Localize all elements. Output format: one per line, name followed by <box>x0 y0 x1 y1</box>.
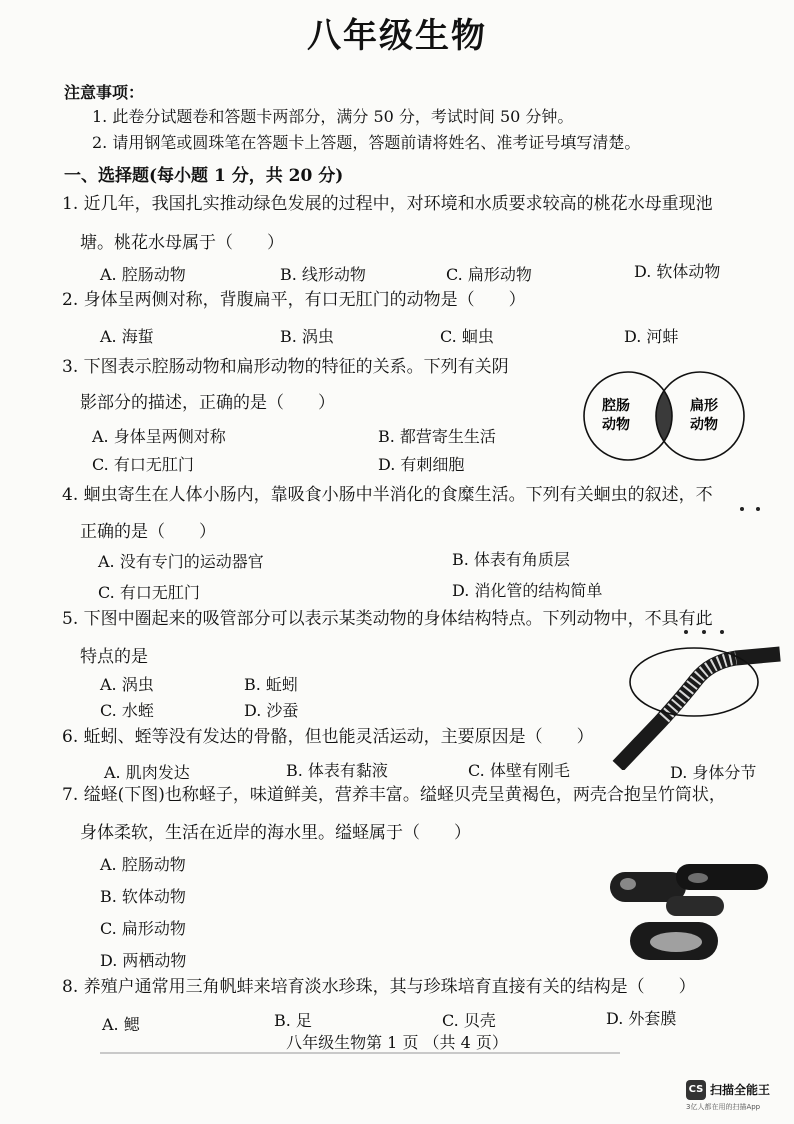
question-3-option-d: D. 有刺细胞 <box>378 455 465 474</box>
question-5-option-b: B. 蚯蚓 <box>244 675 298 694</box>
venn-diagram <box>566 368 762 464</box>
question-4-option-b: B. 体表有角质层 <box>452 550 570 569</box>
emphasis-dot <box>720 630 724 634</box>
notice-heading: 注意事项： <box>64 83 145 102</box>
question-6-option-a: A. 肌肉发达 <box>104 763 190 782</box>
scanner-watermark <box>686 1080 786 1112</box>
question-1-stem: 1. 近几年，我国扎实推动绿色发展的过程中，对环境和水质要求较高的桃花水母重现池 <box>62 194 713 214</box>
razor-clam-figure <box>606 858 774 970</box>
emphasis-dot <box>684 630 688 634</box>
question-4-stem: 4. 蛔虫寄生在人体小肠内，靠吸食小肠中半消化的食糜生活。下列有关蛔虫的叙述，不 <box>62 485 713 505</box>
venn-left-label-2: 动物 <box>602 417 630 433</box>
question-3-option-b: B. 都营寄生生活 <box>378 427 496 446</box>
question-3-option-a: A. 身体呈两侧对称 <box>92 427 226 446</box>
question-5-stem-cont: 特点的是 <box>80 647 148 667</box>
question-7-stem: 7. 缢蛏(下图)也称蛏子，味道鲜美，营养丰富。缢蛏贝壳呈黄褐色，两壳合抱呈竹筒状， <box>62 785 726 805</box>
question-8-stem: 8. 养殖户通常用三角帆蚌来培育淡水珍珠，其与珍珠培育直接有关的结构是（ ） <box>62 977 696 997</box>
razor-clam-highlight <box>688 873 708 883</box>
question-7-option-c: C. 扁形动物 <box>100 919 186 938</box>
razor-clam-shell <box>666 896 724 916</box>
question-1-option-d: D. 软体动物 <box>634 262 721 281</box>
question-2-option-b: B. 涡虫 <box>280 327 334 346</box>
question-3-stem-cont: 影部分的描述，正确的是（ ） <box>80 393 335 413</box>
question-5-stem: 5. 下图中圈起来的吸管部分可以表示某类动物的身体结构特点。下列动物中，不具有此 <box>62 609 713 629</box>
question-1-option-a: A. 腔肠动物 <box>100 265 186 284</box>
question-5-option-c: C. 水蛭 <box>100 701 154 720</box>
question-7-option-b: B. 软体动物 <box>100 887 186 906</box>
question-4-option-a: A. 没有专门的运动器官 <box>98 552 264 571</box>
question-7-option-a: A. 腔肠动物 <box>100 855 186 874</box>
question-3-stem: 3. 下图表示腔肠动物和扁形动物的特征的关系。下列有关阴 <box>62 357 509 377</box>
section-heading: 一、选择题(每小题 1 分，共 20 分) <box>64 166 344 186</box>
emphasis-dot <box>702 630 706 634</box>
question-3-option-c: C. 有口无肛门 <box>92 455 194 474</box>
razor-clam-highlight <box>650 932 702 952</box>
question-1-option-c: C. 扁形动物 <box>446 265 532 284</box>
question-8-option-c: C. 贝壳 <box>442 1011 496 1030</box>
question-7-stem-cont: 身体柔软，生活在近岸的海水里。缢蛏属于（ ） <box>80 823 471 843</box>
question-5-option-d: D. 沙蚕 <box>244 701 299 720</box>
question-8-option-a: A. 鳃 <box>102 1015 140 1034</box>
question-2-option-c: C. 蛔虫 <box>440 327 494 346</box>
emphasis-dot <box>756 507 760 511</box>
razor-clam-highlight <box>620 878 636 890</box>
scanner-app-name: 扫描全能王 <box>710 1083 771 1097</box>
question-6-option-d: D. 身体分节 <box>670 763 757 782</box>
question-6-stem: 6. 蚯蚓、蛭等没有发达的骨骼，但也能灵活运动，主要原因是（ ） <box>62 727 594 747</box>
question-5-option-a: A. 涡虫 <box>100 675 154 694</box>
question-8-option-d: D. 外套膜 <box>606 1009 677 1028</box>
scanner-logo-icon: CS <box>686 1080 706 1100</box>
straw-body <box>618 654 780 766</box>
question-8-option-b: B. 足 <box>274 1011 312 1030</box>
footer-divider <box>100 1052 620 1054</box>
bendy-straw-figure <box>612 640 782 770</box>
venn-right-label-2: 动物 <box>690 417 718 433</box>
question-7-option-d: D. 两栖动物 <box>100 951 187 970</box>
notice-item: 1. 此卷分试题卷和答题卡两部分，满分 50 分，考试时间 50 分钟。 <box>92 107 574 126</box>
question-1-option-b: B. 线形动物 <box>280 265 366 284</box>
emphasis-dot <box>740 507 744 511</box>
question-1-stem-cont: 塘。桃花水母属于（ ） <box>80 233 284 253</box>
scanner-tagline: 3亿人都在用的扫描App <box>686 1103 761 1111</box>
question-4-stem-cont: 正确的是（ ） <box>80 522 216 542</box>
page-title: 八年级生物 <box>307 16 487 56</box>
question-6-option-c: C. 体壁有刚毛 <box>468 761 570 780</box>
notice-item: 2. 请用钢笔或圆珠笔在答题卡上答题，答题前请将姓名、准考证号填写清楚。 <box>92 133 641 152</box>
question-2-option-a: A. 海蜇 <box>100 327 154 346</box>
question-4-option-c: C. 有口无肛门 <box>98 583 200 602</box>
question-6-option-b: B. 体表有黏液 <box>286 761 388 780</box>
question-2-stem: 2. 身体呈两侧对称，背腹扁平，有口无肛门的动物是（ ） <box>62 290 526 310</box>
question-4-option-d: D. 消化管的结构简单 <box>452 581 603 600</box>
question-2-option-d: D. 河蚌 <box>624 327 679 346</box>
page-footer: 八年级生物第 1 页 （共 4 页） <box>286 1033 508 1052</box>
venn-left-label-1: 腔肠 <box>602 398 630 414</box>
venn-right-label-1: 扁形 <box>690 398 718 414</box>
